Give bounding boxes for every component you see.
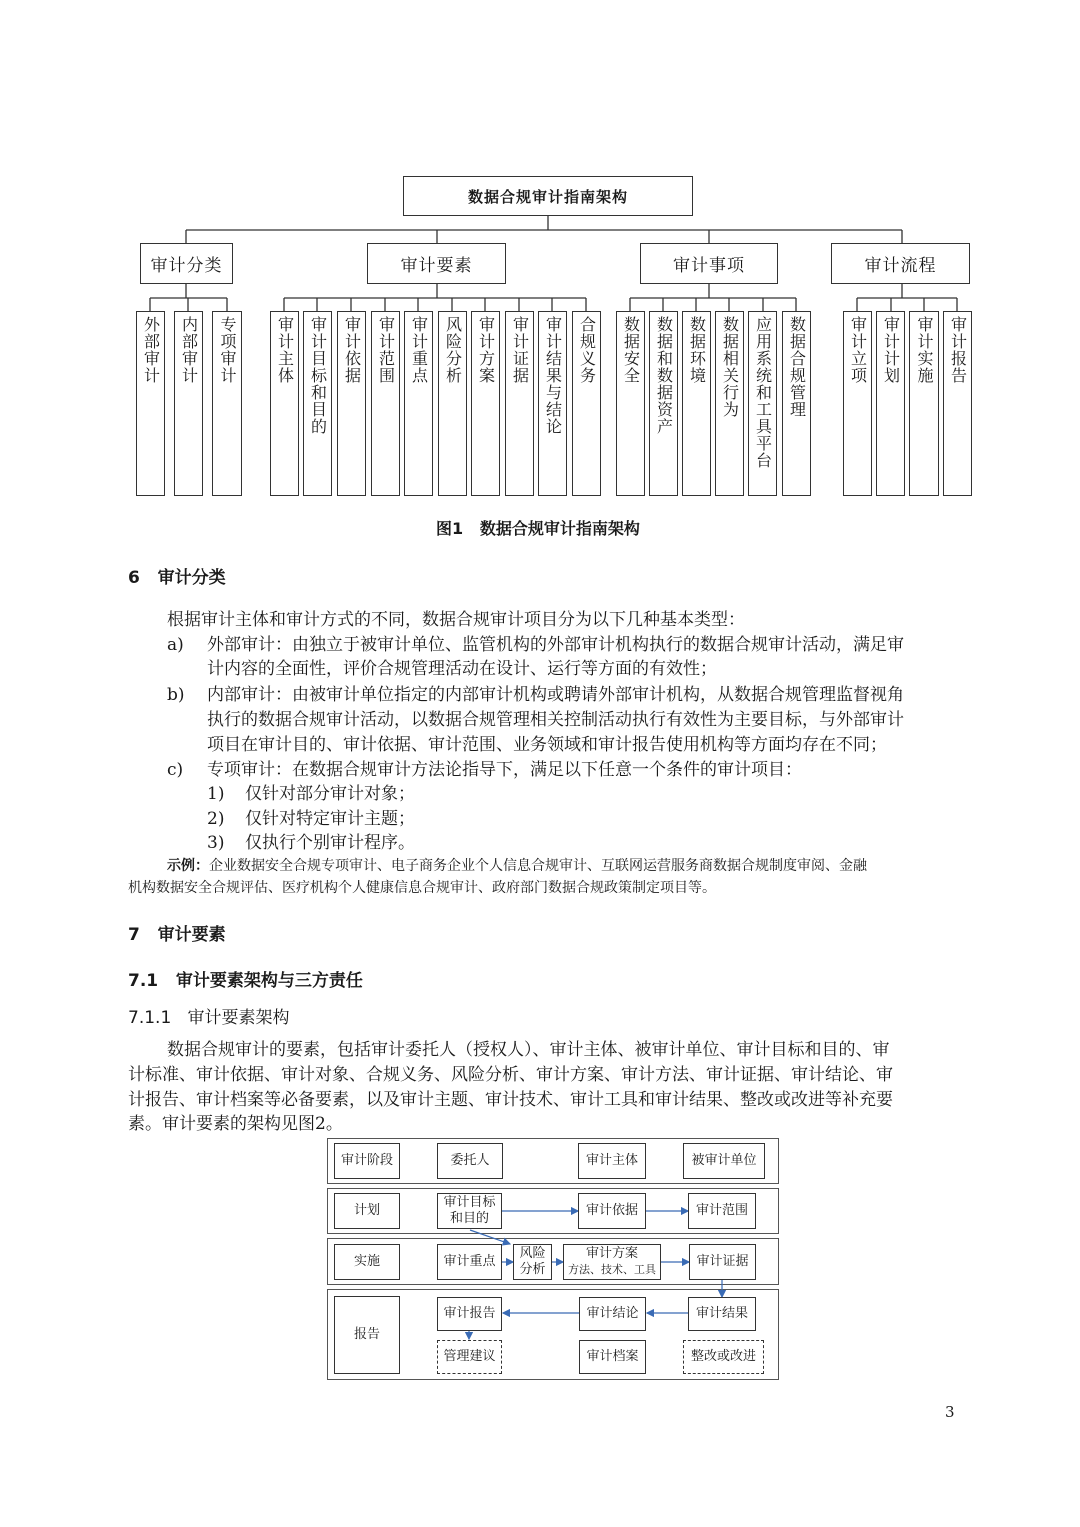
sub-marker: 1) xyxy=(207,784,225,804)
figure2-header-client: 委托人 xyxy=(437,1143,503,1179)
figure1-item xyxy=(782,311,811,496)
figure1-item-label: 合规义务 xyxy=(577,316,597,384)
figure2-risk-l2: 分析 xyxy=(519,1262,546,1277)
figure1-item xyxy=(371,311,400,496)
item-b-line2: 执行的数据合规审计活动，以数据合规管理相关控制活动执行有效性为主要目标，与外部审计 xyxy=(207,710,904,730)
sub-item: 仅针对特定审计主题； xyxy=(245,809,415,829)
figure1-item-label: 审计实施 xyxy=(915,316,934,384)
figure1-item-label: 风险分析 xyxy=(443,316,463,384)
figure1-item-label: 审计依据 xyxy=(342,316,362,384)
section711-line2: 计标准、审计依据、审计对象、合规义务、风险分析、审计方案、审计方法、审计证据、审计结论、审 xyxy=(128,1065,893,1085)
figure1-item-label: 审计范围 xyxy=(376,316,396,384)
sub-marker: 3) xyxy=(207,833,225,853)
figure1-item xyxy=(876,311,905,496)
figure2-risk-l1: 风险 xyxy=(519,1246,546,1261)
figure1-item xyxy=(843,311,872,496)
figure2-rectify-box: 整改或改进 xyxy=(683,1340,764,1374)
sub-marker: 2) xyxy=(207,809,225,829)
figure2-scheme-l1: 审计方案 xyxy=(585,1246,638,1261)
figure1-item-label: 审计立项 xyxy=(848,316,868,384)
figure1-item xyxy=(649,311,678,496)
figure1-item xyxy=(471,311,500,496)
figure2-risk-box xyxy=(513,1244,552,1280)
figure1-item xyxy=(715,311,744,496)
figure2-basis-box: 审计依据 xyxy=(578,1193,646,1229)
figure1-item-label: 审计计划 xyxy=(881,316,901,384)
item-b-line3: 项目在审计目的、审计依据、审计范围、业务领域和审计报告使用机构等方面均存在不同； xyxy=(207,735,887,755)
figure1-item xyxy=(748,311,777,496)
figure2-header-auditee: 被审计单位 xyxy=(683,1143,765,1179)
sub-item: 仅针对部分审计对象； xyxy=(245,784,415,804)
figure1-item-label: 审计结果与结论 xyxy=(543,316,563,435)
figure2-focus-box: 审计重点 xyxy=(437,1244,502,1280)
figure1-item xyxy=(136,311,165,496)
section711-line3: 计报告、审计档案等必备要素，以及审计主题、审计技术、审计工具和审计结果、整改或改进等补充要 xyxy=(128,1090,893,1110)
figure1-group-classification: 审计分类 xyxy=(140,243,233,284)
figure2-scheme-box xyxy=(563,1244,661,1280)
page-number: 3 xyxy=(945,1403,955,1421)
example-label: 示例： xyxy=(167,858,209,874)
figure1-item-label: 外部审计 xyxy=(141,316,161,384)
figure1-item xyxy=(212,311,242,496)
figure2-conclusion-box: 审计结论 xyxy=(579,1297,646,1331)
figure1-item xyxy=(303,311,332,496)
figure2-archive-box: 审计档案 xyxy=(579,1340,646,1374)
figure2-stage-impl: 实施 xyxy=(334,1244,400,1280)
figure2-scheme-l2: 方法、技术、工具 xyxy=(568,1263,656,1276)
figure1-item-label: 审计方案 xyxy=(476,316,496,384)
section6-heading: 6 审计分类 xyxy=(128,568,226,588)
figure1-item-label: 内部审计 xyxy=(179,316,199,384)
section711-line1: 数据合规审计的要素，包括审计委托人（授权人）、审计主体、被审计单位、审计目标和目的、审 xyxy=(167,1040,890,1060)
figure1-item xyxy=(505,311,534,496)
figure2-report-box: 审计报告 xyxy=(437,1297,502,1331)
item-a-line2: 计内容的全面性，评价合规管理活动在设计、运行等方面的有效性； xyxy=(207,659,717,679)
section7-heading: 7 审计要素 xyxy=(128,925,226,945)
figure1-item-label: 数据合规管理 xyxy=(787,316,807,418)
figure1-item xyxy=(174,311,203,496)
example-line1 xyxy=(167,855,867,877)
section71-heading: 7.1 审计要素架构与三方责任 xyxy=(128,971,363,991)
figure1-caption: 图1 数据合规审计指南架构 xyxy=(436,519,640,538)
figure1-item-label: 应用系统和工具平台 xyxy=(753,316,773,469)
figure1-item-label: 数据和数据资产 xyxy=(654,316,674,435)
figure1-item xyxy=(538,311,567,496)
figure1-group-matters: 审计事项 xyxy=(640,243,778,284)
section6-intro: 根据审计主体和审计方式的不同，数据合规审计项目分为以下几种基本类型： xyxy=(167,610,745,630)
figure1-group-process: 审计流程 xyxy=(831,243,970,284)
figure2-header-subject: 审计主体 xyxy=(578,1143,646,1179)
list-marker-c: c) xyxy=(167,760,184,780)
list-marker-b: b) xyxy=(167,685,185,705)
figure1-item xyxy=(682,311,711,496)
figure1-item-label: 数据相关行为 xyxy=(720,316,740,418)
item-b-line1: 内部审计：由被审计单位指定的内部审计机构或聘请外部审计机构，从数据合规管理监督视角 xyxy=(207,685,904,705)
figure1-item-label: 审计证据 xyxy=(510,316,530,384)
section711-line4: 素。审计要素的架构见图2。 xyxy=(128,1114,343,1134)
figure2-stage-report: 报告 xyxy=(334,1296,400,1374)
figure2-header-stage: 审计阶段 xyxy=(334,1143,400,1179)
sub-item: 仅执行个别审计程序。 xyxy=(245,833,415,853)
figure1-item xyxy=(616,311,645,496)
figure1-item xyxy=(943,311,972,496)
figure1-item-label: 审计报告 xyxy=(948,316,968,384)
figure1-item xyxy=(572,311,601,496)
item-a-line1: 外部审计：由独立于被审计单位、监管机构的外部审计机构执行的数据合规审计活动，满足审 xyxy=(207,635,904,655)
list-marker-a: a) xyxy=(167,635,184,655)
figure1-item-label: 数据安全 xyxy=(621,316,641,384)
figure1-group-elements: 审计要素 xyxy=(367,243,506,284)
figure1-item-label: 审计主体 xyxy=(275,316,295,384)
figure1-item-label: 审计重点 xyxy=(409,316,429,384)
figure1-item xyxy=(404,311,433,496)
example-line2: 机构数据安全合规评估、医疗机构个人健康信息合规审计、政府部门数据合规政策制定项目等。 xyxy=(128,880,716,896)
figure2-goal-l1: 审计目标 xyxy=(443,1195,496,1210)
section711-heading: 7.1.1 审计要素架构 xyxy=(128,1008,290,1028)
figure2-scope-box: 审计范围 xyxy=(688,1193,756,1229)
figure2-goal-l2: 和目的 xyxy=(449,1211,489,1226)
figure1-item-label: 数据环境 xyxy=(687,316,707,384)
example-text: 企业数据安全合规专项审计、电子商务企业个人信息合规审计、互联网运营服务商数据合规制度审阅、金融 xyxy=(209,858,867,874)
figure1-item-label: 专项审计 xyxy=(218,316,237,384)
figure2-goal-box xyxy=(437,1193,502,1229)
figure1-item xyxy=(438,311,467,496)
figure1-item-label: 审计目标和目的 xyxy=(308,316,328,435)
figure1-item xyxy=(909,311,939,496)
figure1-item xyxy=(270,311,299,496)
figure1-item xyxy=(337,311,366,496)
figure2-advice-box: 管理建议 xyxy=(437,1340,502,1374)
figure2-stage-plan: 计划 xyxy=(334,1193,400,1229)
item-c-line1: 专项审计：在数据合规审计方法论指导下，满足以下任意一个条件的审计项目： xyxy=(207,760,802,780)
figure2-result-box: 审计结果 xyxy=(688,1297,756,1331)
figure1-root-box: 数据合规审计指南架构 xyxy=(403,176,693,216)
figure2-evidence-box: 审计证据 xyxy=(689,1244,756,1280)
